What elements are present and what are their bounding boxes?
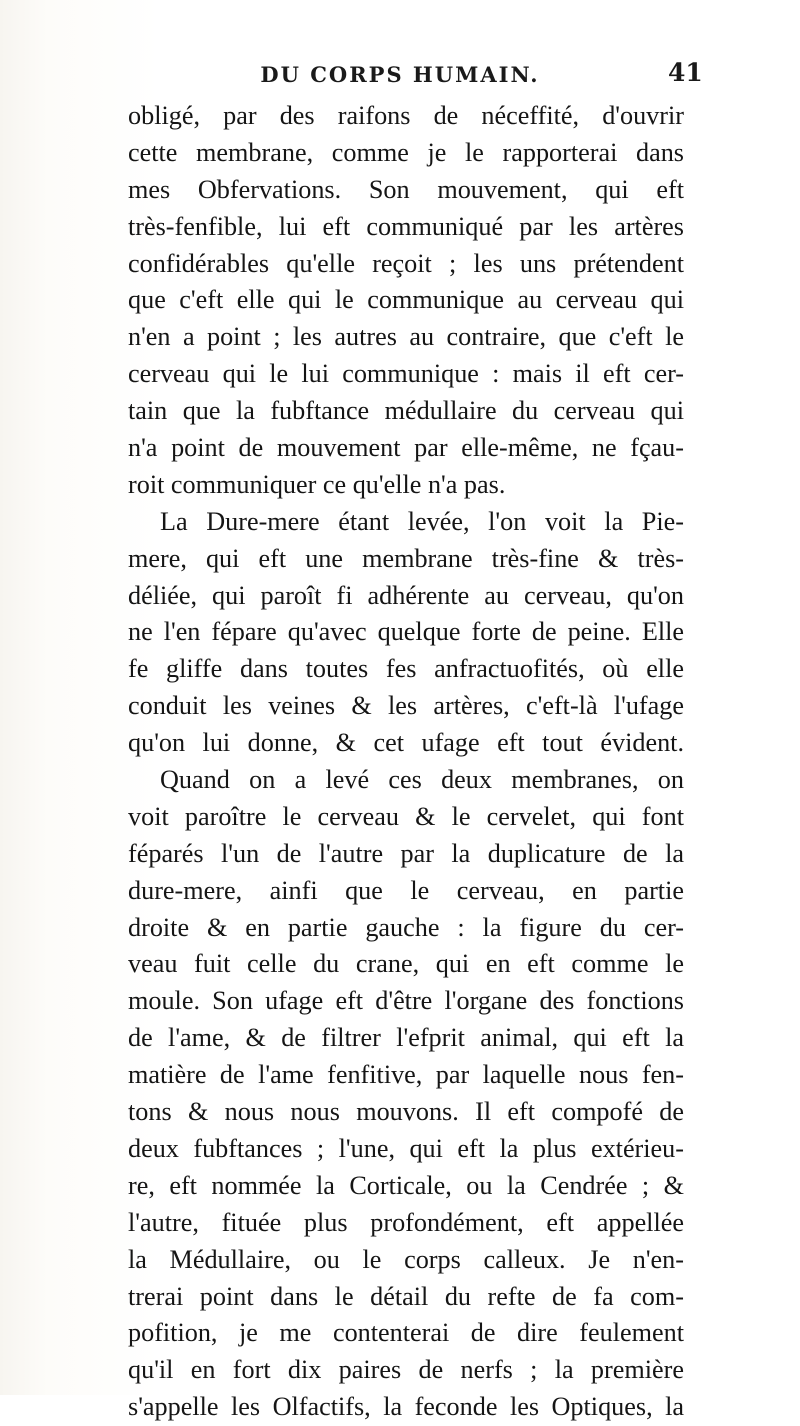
text-line: veau fuit celle du crane, qui en eft comme le <box>128 949 684 979</box>
text-line: deux fubftances ; l'une, qui eft la plus extérieu- <box>128 1133 684 1163</box>
text-line: ne l'en fépare qu'avec quelque forte de peine. Elle <box>128 617 684 647</box>
body-text <box>128 98 684 1426</box>
text-line: moule. Son ufage eft d'être l'organe des fonctions <box>128 986 684 1016</box>
text-line: cerveau qui le lui communique : mais il eft cer- <box>128 359 684 389</box>
text-line: pofition, je me contenterai de dire feulement <box>128 1318 684 1348</box>
text-line: s'appelle les Olfactifs, la feconde les Optiques, la <box>128 1392 684 1422</box>
text-line: tain que la fubftance médullaire du cerveau qui <box>128 396 684 426</box>
text-line: qu'il en fort dix paires de nerfs ; la première <box>128 1355 684 1385</box>
paragraph-start-line: La Dure-mere étant levée, l'on voit la Pie- <box>160 506 684 536</box>
text-line: féparés l'un de l'autre par la duplicature de la <box>128 838 684 868</box>
running-title: DU CORPS HUMAIN. <box>260 62 540 87</box>
text-line: obligé, par des raifons de néceffité, d'ouvrir <box>128 101 684 130</box>
paragraph-start-line: Quand on a levé ces deux membranes, on <box>160 765 684 795</box>
text-line: n'en a point ; les autres au contraire, que c'eft le <box>128 322 684 352</box>
text-line: roit communiquer ce qu'elle n'a pas. <box>128 469 506 499</box>
text-line: re, eft nommée la Corticale, ou la Cendrée ; & <box>128 1170 684 1200</box>
text-line: voit paroître le cerveau & le cervelet, qui font <box>128 801 684 831</box>
text-line: droite & en partie gauche : la figure du cer- <box>128 912 684 942</box>
text-line: mere, qui eft une membrane très-fine & très- <box>128 543 684 573</box>
text-line: matière de l'ame fenfitive, par laquelle nous fen- <box>128 1060 684 1090</box>
running-head <box>0 58 800 98</box>
text-line: dure-mere, ainfi que le cerveau, en partie <box>128 875 684 905</box>
text-line: que c'eft elle qui le communique au cerveau qui <box>128 285 684 315</box>
text-line: très-fenfible, lui eft communiqué par les artères <box>128 211 684 241</box>
text-line: de l'ame, & de filtrer l'efprit animal, qui eft la <box>128 1023 684 1053</box>
text-line: n'a point de mouvement par elle-même, ne fçau- <box>128 433 684 463</box>
text-line: mes Obfervations. Son mouvement, qui eft <box>128 174 684 204</box>
text-line: conduit les veines & les artères, c'eft-là l'ufage <box>128 691 684 721</box>
text-line: qu'on lui donne, & cet ufage eft tout évident. <box>128 728 684 758</box>
page-number: 41 <box>668 58 703 87</box>
text-line: l'autre, fituée plus profondément, eft appellée <box>128 1207 684 1237</box>
text-line: la Médullaire, ou le corps calleux. Je n'en- <box>128 1244 684 1274</box>
text-line: tons & nous nous mouvons. Il eft compofé de <box>128 1097 684 1127</box>
text-line: trerai point dans le détail du refte de fa com- <box>128 1281 684 1311</box>
text-line: fe gliffe dans toutes fes anfractuofités, où elle <box>128 654 684 684</box>
text-line: déliée, qui paroît fi adhérente au cerveau, qu'on <box>128 580 684 610</box>
text-line: cette membrane, comme je le rapporterai dans <box>128 137 684 167</box>
text-line: confidérables qu'elle reçoit ; les uns prétendent <box>128 248 684 278</box>
